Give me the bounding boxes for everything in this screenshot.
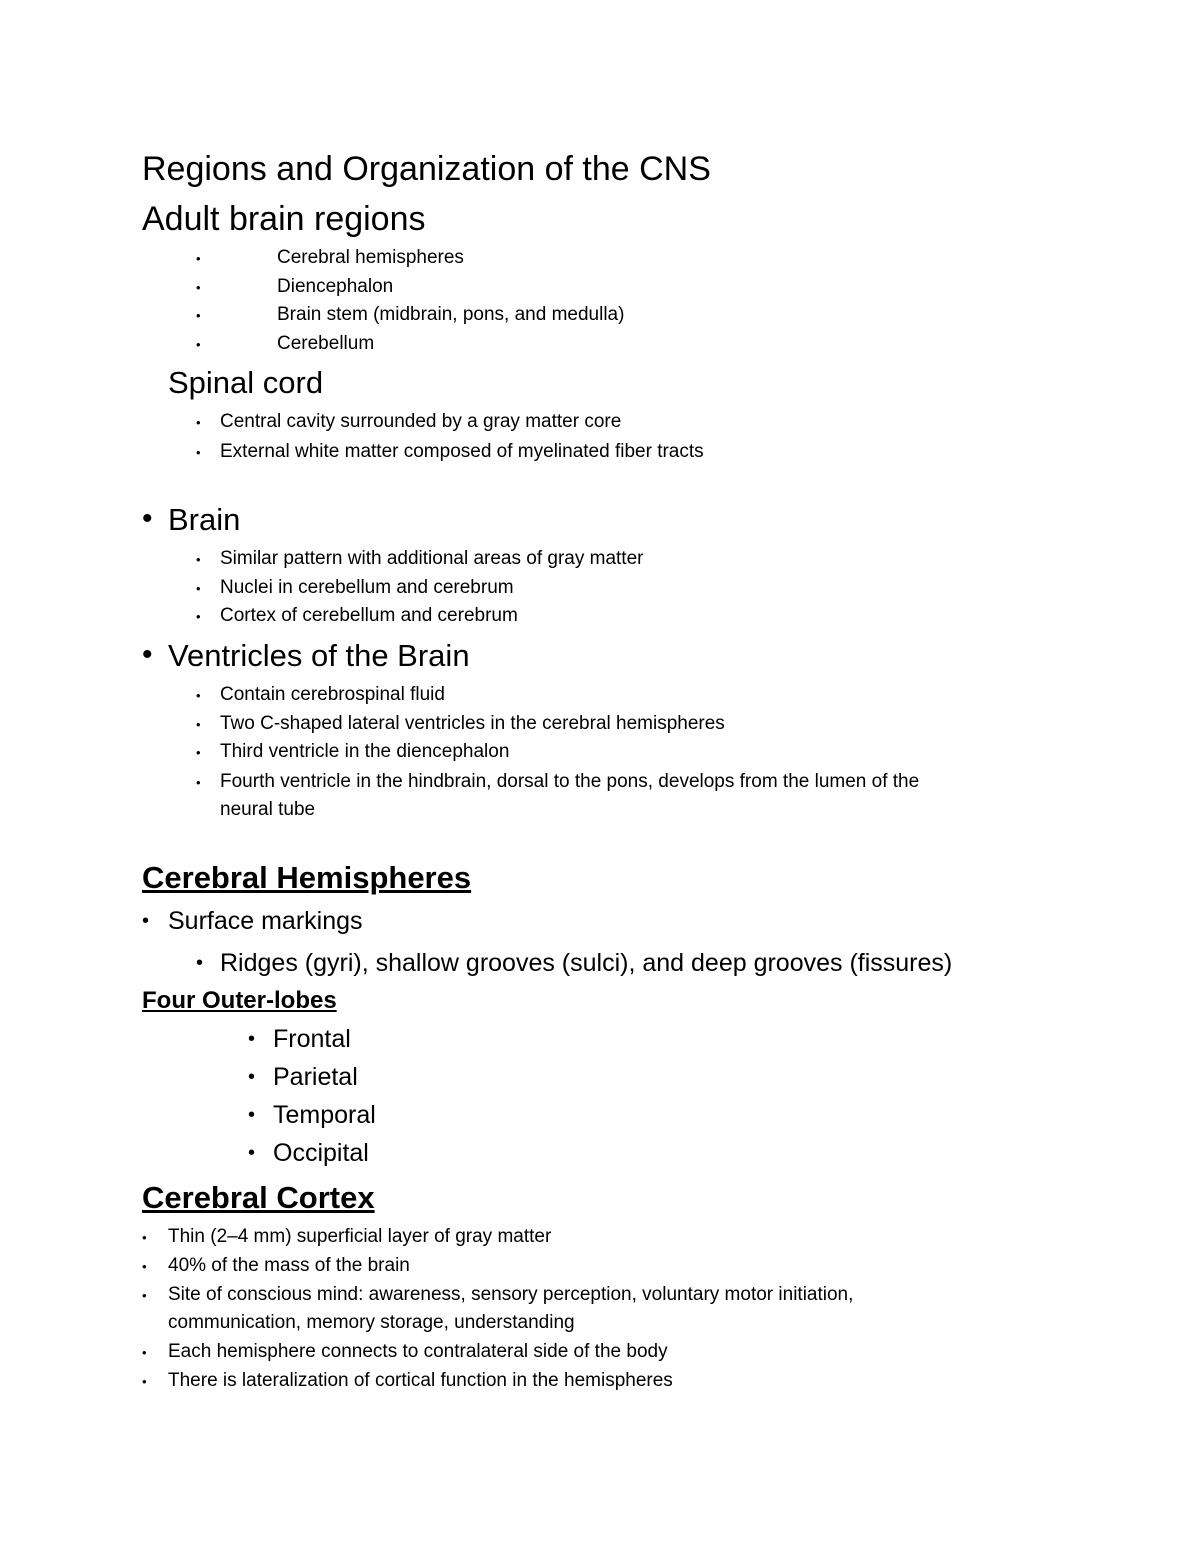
ventricles-heading: Ventricles of the Brain	[168, 638, 470, 673]
list-item-continuation: communication, memory storage, understanding	[168, 1312, 575, 1333]
bullet: •	[196, 581, 201, 596]
bullet: •	[142, 1259, 147, 1274]
bullet: •	[196, 775, 201, 790]
list-item: External white matter composed of myelinated fiber tracts	[220, 441, 704, 462]
bullet: •	[196, 609, 201, 624]
bullet: •	[196, 251, 201, 266]
bullet: •	[142, 502, 153, 535]
lobe-item: Parietal	[273, 1063, 358, 1091]
surface-detail: Ridges (gyri), shallow grooves (sulci), and deep grooves (fissures)	[220, 949, 953, 977]
bullet: •	[142, 1345, 147, 1360]
list-item: Cerebellum	[277, 333, 375, 354]
list-item: There is lateralization of cortical function in the hemispheres	[168, 1370, 673, 1391]
list-item-continuation: neural tube	[220, 799, 316, 820]
bullet: •	[196, 688, 201, 703]
bullet: •	[142, 1288, 147, 1303]
list-item: Fourth ventricle in the hindbrain, dorsal to the pons, develops from the lumen of the	[220, 771, 920, 792]
bullet: •	[196, 308, 201, 323]
page-title: Regions and Organization of the CNS	[142, 150, 711, 188]
bullet: •	[196, 952, 204, 974]
list-item: 40% of the mass of the brain	[168, 1255, 410, 1276]
bullet: •	[248, 1028, 256, 1050]
bullet: •	[248, 1104, 256, 1126]
bullet: •	[142, 910, 150, 932]
cerebral-hemispheres-heading: Cerebral Hemispheres	[142, 860, 472, 895]
bullet: •	[196, 745, 201, 760]
surface-markings: Surface markings	[168, 907, 363, 935]
bullet: •	[196, 552, 201, 567]
list-item: Diencephalon	[277, 276, 394, 297]
list-item: Contain cerebrospinal fluid	[220, 684, 445, 705]
bullet: •	[196, 415, 201, 430]
list-item: Site of conscious mind: awareness, sensory perception, voluntary motor initiation,	[168, 1284, 854, 1305]
list-item: Brain stem (midbrain, pons, and medulla)	[277, 304, 625, 325]
lobe-item: Frontal	[273, 1025, 351, 1053]
list-item: Two C-shaped lateral ventricles in the cerebral hemispheres	[220, 713, 725, 734]
list-item: Cerebral hemispheres	[277, 247, 464, 268]
adult-brain-heading: Adult brain regions	[142, 200, 426, 238]
lobe-item: Occipital	[273, 1139, 369, 1167]
list-item: Cortex of cerebellum and cerebrum	[220, 605, 518, 626]
list-item: Thin (2–4 mm) superficial layer of gray matter	[168, 1226, 552, 1247]
bullet: •	[142, 638, 153, 671]
list-item: Similar pattern with additional areas of gray matter	[220, 548, 644, 569]
bullet: •	[196, 280, 201, 295]
bullet: •	[196, 337, 201, 352]
brain-heading: Brain	[168, 502, 241, 537]
list-item: Central cavity surrounded by a gray matter core	[220, 411, 622, 432]
bullet: •	[196, 717, 201, 732]
list-item: Third ventricle in the diencephalon	[220, 741, 510, 762]
bullet: •	[196, 445, 201, 460]
cerebral-cortex-heading: Cerebral Cortex	[142, 1180, 375, 1215]
list-item: Each hemisphere connects to contralateral side of the body	[168, 1341, 668, 1362]
lobe-item: Temporal	[273, 1101, 376, 1129]
bullet: •	[142, 1230, 147, 1245]
list-item: Nuclei in cerebellum and cerebrum	[220, 577, 514, 598]
bullet: •	[248, 1066, 256, 1088]
spinal-cord-heading: Spinal cord	[168, 365, 324, 400]
bullet: •	[248, 1142, 256, 1164]
bullet: •	[142, 1374, 147, 1389]
four-lobes-heading: Four Outer-lobes	[142, 987, 337, 1014]
